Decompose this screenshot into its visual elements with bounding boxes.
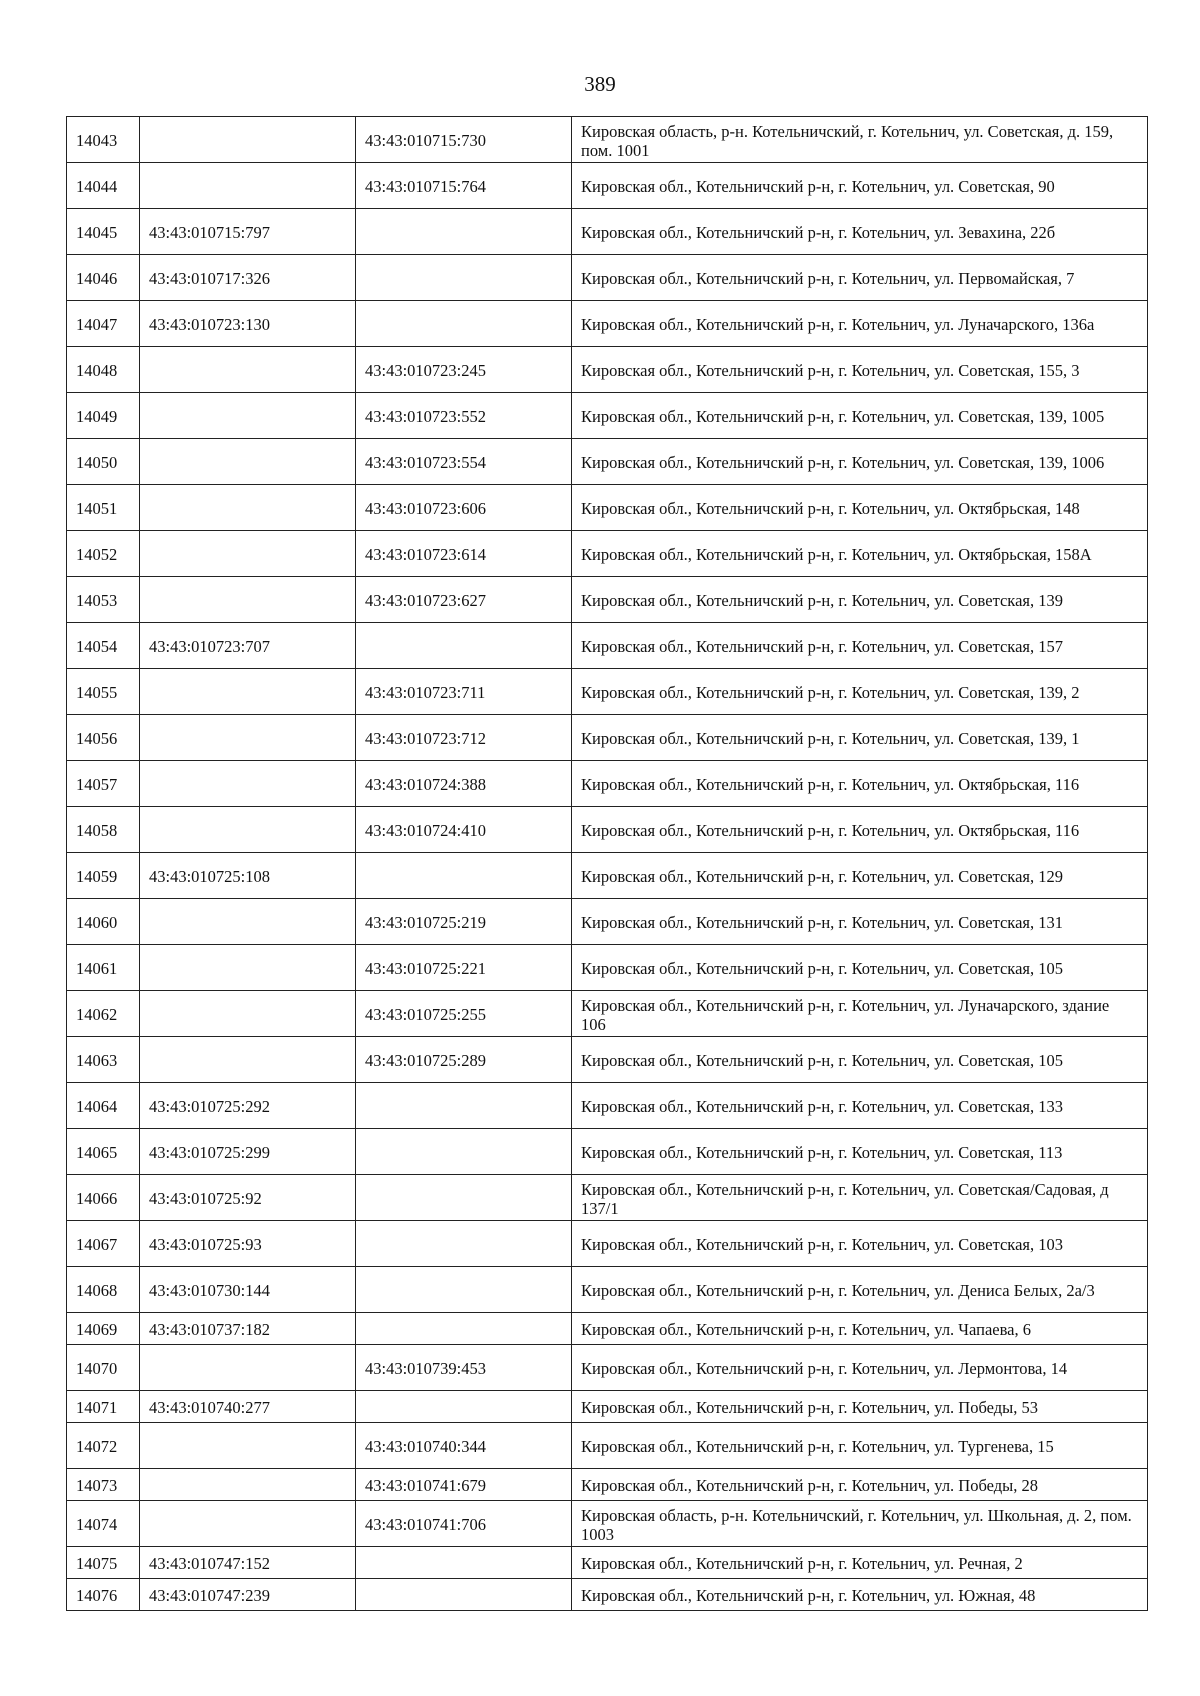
table-row <box>67 623 1148 669</box>
cadastral-number-alt-cell <box>356 1267 572 1313</box>
table-row <box>67 1547 1148 1579</box>
table-row <box>67 1579 1148 1611</box>
cadastral-number-cell: 43:43:010725:292 <box>140 1083 356 1129</box>
row-number-cell: 14059 <box>67 853 140 899</box>
table-row <box>67 899 1148 945</box>
row-number-cell: 14065 <box>67 1129 140 1175</box>
cadastral-number-alt-cell: 43:43:010725:289 <box>356 1037 572 1083</box>
table-row <box>67 1501 1148 1547</box>
row-number-cell: 14043 <box>67 117 140 163</box>
row-number-cell: 14072 <box>67 1423 140 1469</box>
row-number-cell: 14069 <box>67 1313 140 1345</box>
table-row <box>67 1469 1148 1501</box>
cadastral-number-cell <box>140 577 356 623</box>
cadastral-number-cell <box>140 899 356 945</box>
address-cell: Кировская область, р-н. Котельничский, г. Котельнич, ул. Школьная, д. 2, пом. 1003 <box>572 1501 1148 1547</box>
address-cell: Кировская обл., Котельничский р-н, г. Котельнич, ул. Советская, 103 <box>572 1221 1148 1267</box>
cadastral-number-cell: 43:43:010723:707 <box>140 623 356 669</box>
cadastral-number-cell: 43:43:010747:239 <box>140 1579 356 1611</box>
address-cell: Кировская обл., Котельничский р-н, г. Котельнич, ул. Советская, 139 <box>572 577 1148 623</box>
registry-table-body <box>67 117 1148 1611</box>
cadastral-number-cell <box>140 393 356 439</box>
address-cell: Кировская обл., Котельничский р-н, г. Котельнич, ул. Октябрьская, 116 <box>572 807 1148 853</box>
table-row <box>67 393 1148 439</box>
cadastral-number-cell <box>140 1037 356 1083</box>
row-number-cell: 14056 <box>67 715 140 761</box>
address-cell: Кировская обл., Котельничский р-н, г. Котельнич, ул. Лермонтова, 14 <box>572 1345 1148 1391</box>
cadastral-number-cell <box>140 117 356 163</box>
table-row <box>67 1037 1148 1083</box>
address-cell: Кировская обл., Котельничский р-н, г. Котельнич, ул. Советская, 105 <box>572 945 1148 991</box>
cadastral-number-cell: 43:43:010725:92 <box>140 1175 356 1221</box>
address-cell: Кировская обл., Котельничский р-н, г. Котельнич, ул. Советская, 139, 1 <box>572 715 1148 761</box>
table-row <box>67 117 1148 163</box>
cadastral-number-alt-cell <box>356 1175 572 1221</box>
cadastral-number-alt-cell: 43:43:010723:627 <box>356 577 572 623</box>
table-row <box>67 853 1148 899</box>
cadastral-number-cell <box>140 531 356 577</box>
table-row <box>67 1391 1148 1423</box>
cadastral-number-alt-cell: 43:43:010723:554 <box>356 439 572 485</box>
table-row <box>67 485 1148 531</box>
cadastral-number-alt-cell: 43:43:010715:730 <box>356 117 572 163</box>
table-row <box>67 301 1148 347</box>
cadastral-number-cell <box>140 485 356 531</box>
cadastral-number-cell <box>140 1423 356 1469</box>
cadastral-number-cell: 43:43:010740:277 <box>140 1391 356 1423</box>
address-cell: Кировская обл., Котельничский р-н, г. Котельнич, ул. Первомайская, 7 <box>572 255 1148 301</box>
address-cell: Кировская обл., Котельничский р-н, г. Котельнич, ул. Советская, 139, 2 <box>572 669 1148 715</box>
cadastral-number-cell <box>140 163 356 209</box>
cadastral-number-cell <box>140 1501 356 1547</box>
cadastral-number-alt-cell <box>356 1391 572 1423</box>
row-number-cell: 14063 <box>67 1037 140 1083</box>
cadastral-number-alt-cell: 43:43:010741:679 <box>356 1469 572 1501</box>
cadastral-number-cell: 43:43:010730:144 <box>140 1267 356 1313</box>
cadastral-number-alt-cell: 43:43:010715:764 <box>356 163 572 209</box>
table-row <box>67 163 1148 209</box>
row-number-cell: 14074 <box>67 1501 140 1547</box>
row-number-cell: 14067 <box>67 1221 140 1267</box>
address-cell: Кировская обл., Котельничский р-н, г. Котельнич, ул. Советская, 113 <box>572 1129 1148 1175</box>
row-number-cell: 14053 <box>67 577 140 623</box>
row-number-cell: 14045 <box>67 209 140 255</box>
table-row <box>67 439 1148 485</box>
row-number-cell: 14054 <box>67 623 140 669</box>
cadastral-number-cell <box>140 715 356 761</box>
cadastral-number-cell <box>140 945 356 991</box>
row-number-cell: 14055 <box>67 669 140 715</box>
row-number-cell: 14052 <box>67 531 140 577</box>
cadastral-number-alt-cell: 43:43:010725:219 <box>356 899 572 945</box>
cadastral-number-cell <box>140 347 356 393</box>
row-number-cell: 14071 <box>67 1391 140 1423</box>
table-row <box>67 1267 1148 1313</box>
row-number-cell: 14044 <box>67 163 140 209</box>
row-number-cell: 14060 <box>67 899 140 945</box>
cadastral-number-alt-cell <box>356 1313 572 1345</box>
cadastral-number-alt-cell <box>356 1083 572 1129</box>
cadastral-number-cell: 43:43:010715:797 <box>140 209 356 255</box>
cadastral-number-alt-cell: 43:43:010723:552 <box>356 393 572 439</box>
cadastral-number-alt-cell: 43:43:010740:344 <box>356 1423 572 1469</box>
row-number-cell: 14064 <box>67 1083 140 1129</box>
cadastral-number-alt-cell: 43:43:010741:706 <box>356 1501 572 1547</box>
table-row <box>67 991 1148 1037</box>
address-cell: Кировская обл., Котельничский р-н, г. Котельнич, ул. Советская, 105 <box>572 1037 1148 1083</box>
table-row <box>67 531 1148 577</box>
cadastral-number-cell <box>140 1345 356 1391</box>
table-row <box>67 669 1148 715</box>
address-cell: Кировская обл., Котельничский р-н, г. Котельнич, ул. Южная, 48 <box>572 1579 1148 1611</box>
table-row <box>67 1345 1148 1391</box>
cadastral-number-alt-cell <box>356 1129 572 1175</box>
cadastral-number-alt-cell <box>356 623 572 669</box>
address-cell: Кировская обл., Котельничский р-н, г. Котельнич, ул. Советская, 131 <box>572 899 1148 945</box>
address-cell: Кировская обл., Котельничский р-н, г. Котельнич, ул. Октябрьская, 158А <box>572 531 1148 577</box>
cadastral-number-cell <box>140 761 356 807</box>
row-number-cell: 14061 <box>67 945 140 991</box>
row-number-cell: 14046 <box>67 255 140 301</box>
row-number-cell: 14051 <box>67 485 140 531</box>
table-row <box>67 761 1148 807</box>
address-cell: Кировская обл., Котельничский р-н, г. Котельнич, ул. Советская, 139, 1005 <box>572 393 1148 439</box>
row-number-cell: 14075 <box>67 1547 140 1579</box>
table-row <box>67 1129 1148 1175</box>
row-number-cell: 14048 <box>67 347 140 393</box>
cadastral-number-alt-cell: 43:43:010723:711 <box>356 669 572 715</box>
page-number: 389 <box>584 72 616 96</box>
cadastral-number-alt-cell: 43:43:010723:614 <box>356 531 572 577</box>
cadastral-number-alt-cell <box>356 1579 572 1611</box>
table-row <box>67 1423 1148 1469</box>
table-row <box>67 255 1148 301</box>
cadastral-number-alt-cell <box>356 255 572 301</box>
cadastral-number-cell: 43:43:010717:326 <box>140 255 356 301</box>
row-number-cell: 14057 <box>67 761 140 807</box>
address-cell: Кировская обл., Котельничский р-н, г. Котельнич, ул. Луначарского, 136а <box>572 301 1148 347</box>
registry-table <box>66 116 1148 1611</box>
address-cell: Кировская обл., Котельничский р-н, г. Котельнич, ул. Советская, 90 <box>572 163 1148 209</box>
table-row <box>67 209 1148 255</box>
cadastral-number-cell <box>140 1469 356 1501</box>
table-row <box>67 807 1148 853</box>
cadastral-number-cell: 43:43:010737:182 <box>140 1313 356 1345</box>
cadastral-number-alt-cell: 43:43:010725:255 <box>356 991 572 1037</box>
address-cell: Кировская обл., Котельничский р-н, г. Котельнич, ул. Дениса Белых, 2а/3 <box>572 1267 1148 1313</box>
row-number-cell: 14062 <box>67 991 140 1037</box>
table-row <box>67 1313 1148 1345</box>
address-cell: Кировская обл., Котельничский р-н, г. Котельнич, ул. Речная, 2 <box>572 1547 1148 1579</box>
row-number-cell: 14066 <box>67 1175 140 1221</box>
row-number-cell: 14070 <box>67 1345 140 1391</box>
address-cell: Кировская обл., Котельничский р-н, г. Котельнич, ул. Советская, 133 <box>572 1083 1148 1129</box>
table-row <box>67 715 1148 761</box>
cadastral-number-cell: 43:43:010725:299 <box>140 1129 356 1175</box>
cadastral-number-alt-cell <box>356 209 572 255</box>
address-cell: Кировская обл., Котельничский р-н, г. Котельнич, ул. Победы, 53 <box>572 1391 1148 1423</box>
address-cell: Кировская обл., Котельничский р-н, г. Котельнич, ул. Советская, 139, 1006 <box>572 439 1148 485</box>
cadastral-number-cell <box>140 807 356 853</box>
table-row <box>67 1221 1148 1267</box>
cadastral-number-alt-cell: 43:43:010724:388 <box>356 761 572 807</box>
cadastral-number-alt-cell: 43:43:010724:410 <box>356 807 572 853</box>
row-number-cell: 14058 <box>67 807 140 853</box>
row-number-cell: 14073 <box>67 1469 140 1501</box>
cadastral-number-cell <box>140 991 356 1037</box>
table-row <box>67 577 1148 623</box>
row-number-cell: 14068 <box>67 1267 140 1313</box>
table-row <box>67 945 1148 991</box>
cadastral-number-alt-cell <box>356 301 572 347</box>
cadastral-number-alt-cell <box>356 1221 572 1267</box>
address-cell: Кировская обл., Котельничский р-н, г. Котельнич, ул. Советская, 129 <box>572 853 1148 899</box>
cadastral-number-alt-cell: 43:43:010739:453 <box>356 1345 572 1391</box>
address-cell: Кировская обл., Котельничский р-н, г. Котельнич, ул. Советская, 157 <box>572 623 1148 669</box>
cadastral-number-alt-cell <box>356 853 572 899</box>
address-cell: Кировская обл., Котельничский р-н, г. Котельнич, ул. Зевахина, 22б <box>572 209 1148 255</box>
table-row <box>67 1083 1148 1129</box>
address-cell: Кировская обл., Котельничский р-н, г. Котельнич, ул. Победы, 28 <box>572 1469 1148 1501</box>
address-cell: Кировская область, р-н. Котельничский, г. Котельнич, ул. Советская, д. 159, пом. 1001 <box>572 117 1148 163</box>
cadastral-number-alt-cell: 43:43:010723:606 <box>356 485 572 531</box>
address-cell: Кировская обл., Котельничский р-н, г. Котельнич, ул. Октябрьская, 148 <box>572 485 1148 531</box>
cadastral-number-alt-cell: 43:43:010723:712 <box>356 715 572 761</box>
cadastral-number-cell: 43:43:010725:108 <box>140 853 356 899</box>
cadastral-number-cell: 43:43:010723:130 <box>140 301 356 347</box>
cadastral-number-alt-cell <box>356 1547 572 1579</box>
cadastral-number-cell <box>140 439 356 485</box>
cadastral-number-alt-cell: 43:43:010725:221 <box>356 945 572 991</box>
row-number-cell: 14047 <box>67 301 140 347</box>
table-row <box>67 1175 1148 1221</box>
address-cell: Кировская обл., Котельничский р-н, г. Котельнич, ул. Советская/Садовая, д 137/1 <box>572 1175 1148 1221</box>
table-row <box>67 347 1148 393</box>
row-number-cell: 14049 <box>67 393 140 439</box>
address-cell: Кировская обл., Котельничский р-н, г. Котельнич, ул. Луначарского, здание 106 <box>572 991 1148 1037</box>
address-cell: Кировская обл., Котельничский р-н, г. Котельнич, ул. Тургенева, 15 <box>572 1423 1148 1469</box>
cadastral-number-alt-cell: 43:43:010723:245 <box>356 347 572 393</box>
row-number-cell: 14076 <box>67 1579 140 1611</box>
address-cell: Кировская обл., Котельничский р-н, г. Котельнич, ул. Чапаева, 6 <box>572 1313 1148 1345</box>
address-cell: Кировская обл., Котельничский р-н, г. Котельнич, ул. Советская, 155, 3 <box>572 347 1148 393</box>
cadastral-number-cell: 43:43:010747:152 <box>140 1547 356 1579</box>
cadastral-number-cell: 43:43:010725:93 <box>140 1221 356 1267</box>
cadastral-number-cell <box>140 669 356 715</box>
address-cell: Кировская обл., Котельничский р-н, г. Котельнич, ул. Октябрьская, 116 <box>572 761 1148 807</box>
row-number-cell: 14050 <box>67 439 140 485</box>
